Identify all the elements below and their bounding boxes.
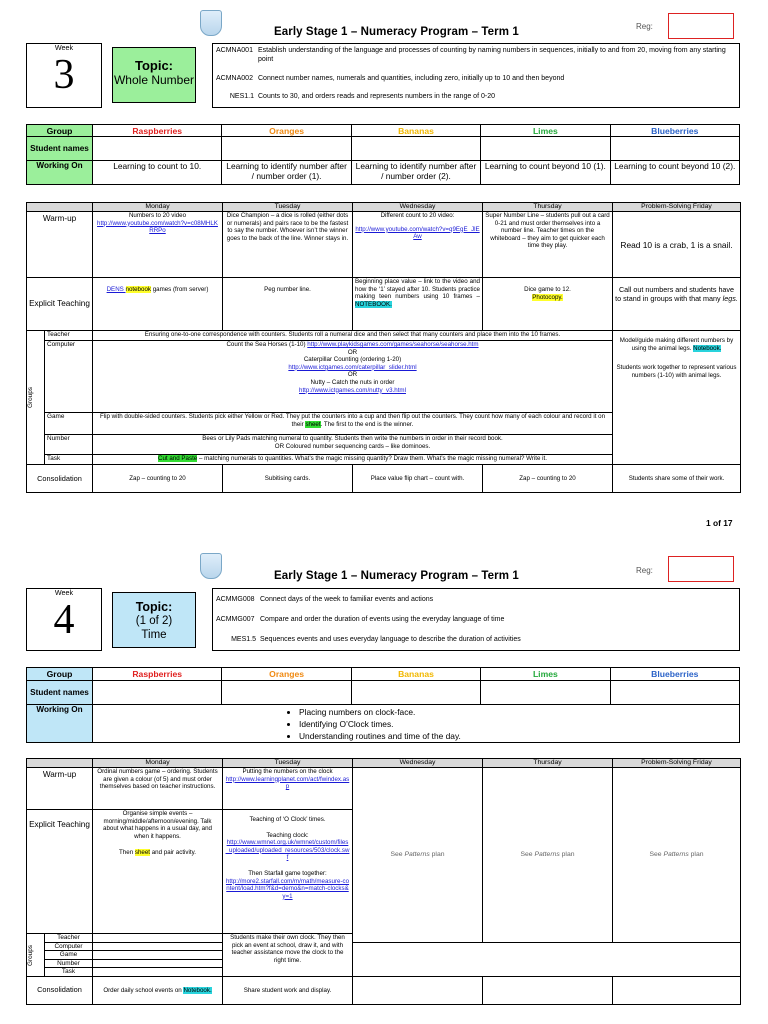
- warmup-friday: Read 10 is a crab, 1 is a snail.: [613, 212, 741, 278]
- working-on-label: Working On: [27, 161, 93, 185]
- spacer: [353, 959, 741, 968]
- student-names-cell[interactable]: [610, 681, 739, 705]
- warmup-tuesday: Dice Champion – a dice is rolled (either dots or numerals) and pairs race to be the fastest to say the number. Whoever isn’t the winner goes to the back of the line. Winner stays in.: [223, 212, 353, 278]
- consolidation-label: Consolidation: [27, 976, 93, 1004]
- student-names-cell[interactable]: [610, 137, 739, 161]
- outcome-text: Connect days of the week to familiar events and actions: [260, 596, 434, 603]
- computer-link[interactable]: http://www.ictgames.com/nutty_v3.html: [299, 386, 406, 394]
- page-title: Early Stage 1 – Numeracy Program – Term 1: [274, 570, 519, 582]
- week-number: 4: [53, 596, 75, 643]
- cut-paste-highlight: Cut and Paste: [158, 455, 198, 462]
- groups-friday: [613, 331, 741, 465]
- groups-label-cell: [27, 934, 45, 977]
- topic-box: [112, 47, 196, 103]
- explicit-text: Teaching clock:: [266, 831, 309, 839]
- patterns-text: See: [390, 851, 405, 859]
- consolidation-wednesday: Place value flip chart – count with.: [353, 465, 483, 493]
- week3-plan-table: [26, 202, 741, 493]
- explicit-label: Explicit Teaching: [27, 810, 93, 934]
- working-on-cell: Learning to identify number after / number order (2).: [351, 161, 480, 185]
- consolidation-label: Consolidation: [27, 465, 93, 493]
- day-header-thursday: Thursday: [483, 203, 613, 212]
- week4-plan-table: [26, 758, 741, 1005]
- warmup-label: Warm-up: [27, 768, 93, 810]
- working-on-cell: Learning to identify number after / number order (1).: [222, 161, 351, 185]
- reg-label: Reg:: [636, 566, 653, 575]
- reg-box[interactable]: [668, 556, 734, 582]
- topic-cell: [102, 589, 213, 651]
- topic-name: Whole Number: [113, 72, 195, 87]
- computer-label: Computer: [45, 341, 93, 413]
- computer-activity: [93, 341, 613, 413]
- explicit-text: Beginning place value – link to the video and how the ‘1’ stayed after 10. Students practice making teen numbers using 10 frames –: [355, 278, 480, 301]
- student-names-cell[interactable]: [93, 137, 222, 161]
- reg-box[interactable]: [668, 13, 734, 39]
- number-monday: [93, 959, 223, 968]
- week3-groups-table: [26, 124, 740, 185]
- topic-cell: [102, 44, 213, 108]
- explicit-friday: [613, 278, 741, 331]
- game-monday: [93, 951, 223, 960]
- student-names-cell[interactable]: [351, 137, 480, 161]
- computer-text: OR: [347, 371, 358, 379]
- warmup-monday: [93, 212, 223, 278]
- teacher-label: Teacher: [45, 934, 93, 943]
- explicit-text: Organise simple events – morning/middle/afternoon/evening. Talk about what happens in a usual day, and when it happens.: [103, 810, 212, 840]
- outcomes-list: [216, 595, 736, 644]
- explicit-tuesday: [223, 810, 353, 934]
- notebook-highlight: Notebook.: [183, 986, 212, 994]
- group-blueberries: Blueberries: [610, 668, 739, 681]
- groups-tuesday: Students make their own clock. They then pick an event at school, draw it, and with teacher assistance move the clock to the right time.: [223, 934, 353, 977]
- outcomes-cell: [213, 589, 740, 651]
- student-names-cell[interactable]: [222, 137, 351, 161]
- task-activity: [93, 455, 613, 465]
- group-limes: Limes: [481, 125, 610, 137]
- patterns-emphasis: Patterns: [404, 851, 430, 859]
- task-text: – matching numerals to quantities. What’s the magic missing quantity? Draw them. What’s the magic missing numeral? Write it.: [197, 455, 547, 462]
- dens-link[interactable]: DENS: [106, 286, 126, 293]
- computer-link[interactable]: http://www.playkidsgames.com/games/seahorse/seahorse.htm: [307, 341, 479, 348]
- photocopy-highlight: Photocopy.: [532, 293, 563, 301]
- groups-label: Groups: [27, 387, 34, 408]
- group-bananas: Bananas: [351, 668, 480, 681]
- week3-header-table: [26, 43, 740, 108]
- day-header-monday: Monday: [93, 759, 223, 768]
- corner-cell: [27, 203, 93, 212]
- teacher-label: Teacher: [45, 331, 93, 341]
- week4-header-table: [26, 588, 740, 651]
- explicit-text: and pair activity.: [150, 849, 196, 857]
- explicit-wednesday: [353, 278, 483, 331]
- explicit-text: Dice game to 12.: [524, 286, 571, 293]
- working-on-cell: Learning to count beyond 10 (1).: [481, 161, 610, 185]
- working-on-cell: Learning to count to 10.: [93, 161, 222, 185]
- outcome-text: Compare and order the duration of events using the everyday language of time: [260, 616, 505, 623]
- student-names-cell[interactable]: [222, 681, 351, 705]
- outcomes-cell: [213, 44, 740, 108]
- working-on-label: Working On: [27, 705, 93, 743]
- week-label: Week: [54, 588, 74, 597]
- topic-name: Time: [141, 628, 167, 641]
- warmup-wednesday: [353, 212, 483, 278]
- consolidation-tuesday: Share student work and display.: [223, 976, 353, 1004]
- working-on-cell: Learning to count beyond 10 (2).: [610, 161, 739, 185]
- consolidation-friday: Students share some of their work.: [613, 465, 741, 493]
- day-header-friday: Problem-Solving Friday: [613, 203, 741, 212]
- game-label: Game: [45, 413, 93, 435]
- student-names-label: Student names: [27, 137, 93, 161]
- computer-text: OR: [347, 348, 358, 356]
- day-header-friday: Problem-Solving Friday: [613, 759, 741, 768]
- working-on-item: • Understanding routines and time of the day.: [299, 730, 739, 742]
- topic-part: (1 of 2): [135, 614, 173, 627]
- patterns-emphasis: Patterns: [534, 851, 560, 859]
- group-header: Group: [27, 125, 93, 137]
- spacer: [353, 942, 741, 951]
- group-oranges: Oranges: [222, 668, 351, 681]
- game-activity: [93, 413, 613, 435]
- day-header-tuesday: Tuesday: [223, 759, 353, 768]
- patterns-wednesday: [353, 768, 483, 943]
- video-link[interactable]: http://www.youtube.com/watch?v=c08MHLKRRPo: [97, 219, 218, 235]
- number-label: Number: [45, 435, 93, 455]
- outcome-code: ACMNA001: [216, 47, 253, 54]
- notebook-highlight: NOTEBOOK.: [355, 300, 392, 308]
- sheet-highlight: sheet: [305, 420, 321, 428]
- outcome-text: Sequences events and uses everyday language to describe the duration of activities: [260, 636, 521, 643]
- warmup-monday: Ordinal numbers game – ordering. Students are given a colour (of 5) and must order themselves based on teacher instructions.: [93, 768, 223, 810]
- explicit-text: games (from server): [150, 286, 209, 293]
- consolidation-friday: [613, 976, 741, 1004]
- outcome-text: Connect number names, numerals and quantities, including zero, initially up to 10 and then beyond: [258, 75, 565, 82]
- school-crest-logo: [200, 553, 222, 579]
- explicit-text: Teaching of ‘O Clock’ times.: [249, 816, 326, 823]
- day-header-wednesday: Wednesday: [353, 759, 483, 768]
- page-number: 1 of 17: [706, 518, 733, 528]
- explicit-text: Then: [119, 849, 135, 857]
- consolidation-monday: [93, 976, 223, 1004]
- group-limes: Limes: [481, 668, 610, 681]
- group-header: Group: [27, 668, 93, 681]
- task-label: Task: [45, 455, 93, 465]
- week-cell: [27, 589, 102, 651]
- task-label: Task: [45, 968, 93, 977]
- groups-friday-text: Model/guide making different numbers by using the animal legs.: [619, 337, 734, 352]
- warmup-label: Warm-up: [27, 212, 93, 278]
- student-names-cell[interactable]: [481, 681, 610, 705]
- week4-groups-table: [26, 667, 740, 743]
- group-raspberries: Raspberries: [93, 125, 222, 137]
- topic-label: Topic:: [135, 599, 173, 614]
- groups-friday-text: Students work together to represent various numbers (1-10) with animal legs.: [616, 364, 737, 379]
- reg-label: Reg:: [636, 22, 653, 31]
- explicit-emphasis: legs.: [722, 293, 738, 303]
- student-names-label: Student names: [27, 681, 93, 705]
- patterns-text: See: [520, 851, 535, 859]
- group-oranges: Oranges: [222, 125, 351, 137]
- explicit-label: Explicit Teaching: [27, 278, 93, 331]
- working-on-cell: [93, 705, 740, 743]
- warmup-text: Numbers to 20 video: [128, 212, 187, 219]
- group-bananas: Bananas: [351, 125, 480, 137]
- learningplanet-link[interactable]: http://www.learningplanet.com/act/fwindex.asp: [225, 775, 350, 791]
- consolidation-thursday: [483, 976, 613, 1004]
- patterns-thursday: [483, 768, 613, 943]
- notebook-highlight: notebook: [125, 286, 151, 293]
- computer-monday: [93, 942, 223, 951]
- clock-link[interactable]: http://www.wmnet.org.uk/wmnet/custom/files_uploaded/uploaded_resources/503/clock.swf: [225, 839, 350, 862]
- working-on-item: • Identifying O’Clock times.: [299, 718, 739, 730]
- warmup-text: Putting the numbers on the clock: [242, 768, 333, 775]
- patterns-text: See: [649, 851, 664, 859]
- task-monday: [93, 968, 223, 977]
- explicit-monday: [93, 810, 223, 934]
- outcome-code: ACMMG008: [216, 596, 255, 603]
- spacer: [353, 968, 741, 977]
- outcome-code: ACMNA002: [216, 75, 253, 82]
- consolidation-tuesday: Subitising cards.: [223, 465, 353, 493]
- notebook-highlight: Notebook.: [693, 344, 722, 352]
- page-title: Early Stage 1 – Numeracy Program – Term 1: [274, 26, 519, 38]
- outcome-code: MES1.5: [231, 636, 256, 643]
- spacer: [353, 951, 741, 960]
- game-label: Game: [45, 951, 93, 960]
- warmup-text: Different count to 20 video:: [380, 212, 455, 219]
- consolidation-thursday: Zap – counting to 20: [483, 465, 613, 493]
- outcome-text: Establish understanding of the language and processes of counting by naming numbers in sequences, initially to and from 20, moving from any starting point: [258, 47, 726, 63]
- patterns-text: plan: [429, 851, 445, 859]
- consolidation-text: Order daily school events on: [103, 986, 184, 994]
- week-cell: [27, 44, 102, 108]
- warmup-tuesday: [223, 768, 353, 810]
- computer-link[interactable]: http://www.ictgames.com/caterpillar_slider.html: [288, 363, 417, 371]
- day-header-monday: Monday: [93, 203, 223, 212]
- explicit-text: Then Starfall game together:: [248, 869, 327, 877]
- video-link[interactable]: http://www.youtube.com/watch?v=q9EgE_JlEAw: [355, 225, 480, 241]
- consolidation-monday: Zap – counting to 20: [93, 465, 223, 493]
- patterns-text: plan: [688, 851, 704, 859]
- topic-box: [112, 592, 196, 648]
- teacher-monday: [93, 934, 223, 943]
- school-crest-logo: [200, 10, 222, 36]
- teacher-activity: Ensuring one-to-one correspondence with counters. Students roll a numeral dice and then select that many counters and place them into the 10 frames.: [93, 331, 613, 341]
- game-text: . The first to the end is the winner.: [320, 420, 414, 428]
- group-raspberries: Raspberries: [93, 668, 222, 681]
- groups-label-cell: [27, 331, 45, 465]
- corner-cell: [27, 759, 93, 768]
- working-on-list: [93, 706, 739, 742]
- computer-text: Nutty – Catch the nuts in order: [310, 378, 395, 386]
- week-label: Week: [54, 43, 74, 52]
- outcomes-list: [216, 46, 736, 101]
- computer-label: Computer: [45, 942, 93, 951]
- warmup-thursday: Super Number Line – students pull out a card 0-21 and must order themselves into a number line. Teacher times on the whiteboard – they aim to get quicker each time they play.: [483, 212, 613, 278]
- outcome-text: Counts to 30, and orders reads and represents numbers in the range of 0-20: [258, 93, 495, 100]
- explicit-thursday: [483, 278, 613, 331]
- student-names-cell[interactable]: [481, 137, 610, 161]
- day-header-tuesday: Tuesday: [223, 203, 353, 212]
- patterns-friday: [613, 768, 741, 943]
- explicit-text: Call out numbers and students have to stand in groups with that many: [615, 285, 735, 303]
- student-names-cell[interactable]: [351, 681, 480, 705]
- working-on-item: • Placing numbers on clock-face.: [299, 706, 739, 718]
- day-header-wednesday: Wednesday: [353, 203, 483, 212]
- sheet-highlight: sheet: [134, 849, 150, 857]
- starfall-link[interactable]: http://more2.starfall.com/m/math/measure-content/load.htm?f&d=demo&n=match-clocks&y=1: [225, 877, 350, 900]
- explicit-monday: [93, 278, 223, 331]
- game-text: Flip with double-sided counters. Students pick either Yellow or Red. They put the counters into a cup and then flip out the counters. They count how many of each colour and record it on their: [99, 413, 606, 428]
- week-number: 3: [53, 51, 75, 98]
- explicit-tuesday: Peg number line.: [223, 278, 353, 331]
- computer-text: Count the Sea Horses (1-10): [226, 341, 308, 348]
- topic-label: Topic:: [134, 57, 174, 73]
- number-activity: [93, 435, 613, 455]
- outcome-code: NES1.1: [229, 93, 254, 100]
- groups-label: Groups: [27, 944, 34, 966]
- patterns-text: plan: [559, 851, 575, 859]
- group-blueberries: Blueberries: [610, 125, 739, 137]
- day-header-thursday: Thursday: [483, 759, 613, 768]
- number-text: Bees or Lily Pads matching numeral to quantity. Students then write the numbers in order in their record book.: [202, 435, 503, 442]
- consolidation-wednesday: [353, 976, 483, 1004]
- number-label: Number: [45, 959, 93, 968]
- student-names-cell[interactable]: [93, 681, 222, 705]
- patterns-emphasis: Patterns: [663, 851, 689, 859]
- computer-text: Caterpillar Counting (ordering 1-20): [303, 356, 402, 364]
- outcome-code: ACMMG007: [216, 616, 255, 623]
- number-text: OR Coloured number sequencing cards – like dominoes.: [274, 442, 431, 450]
